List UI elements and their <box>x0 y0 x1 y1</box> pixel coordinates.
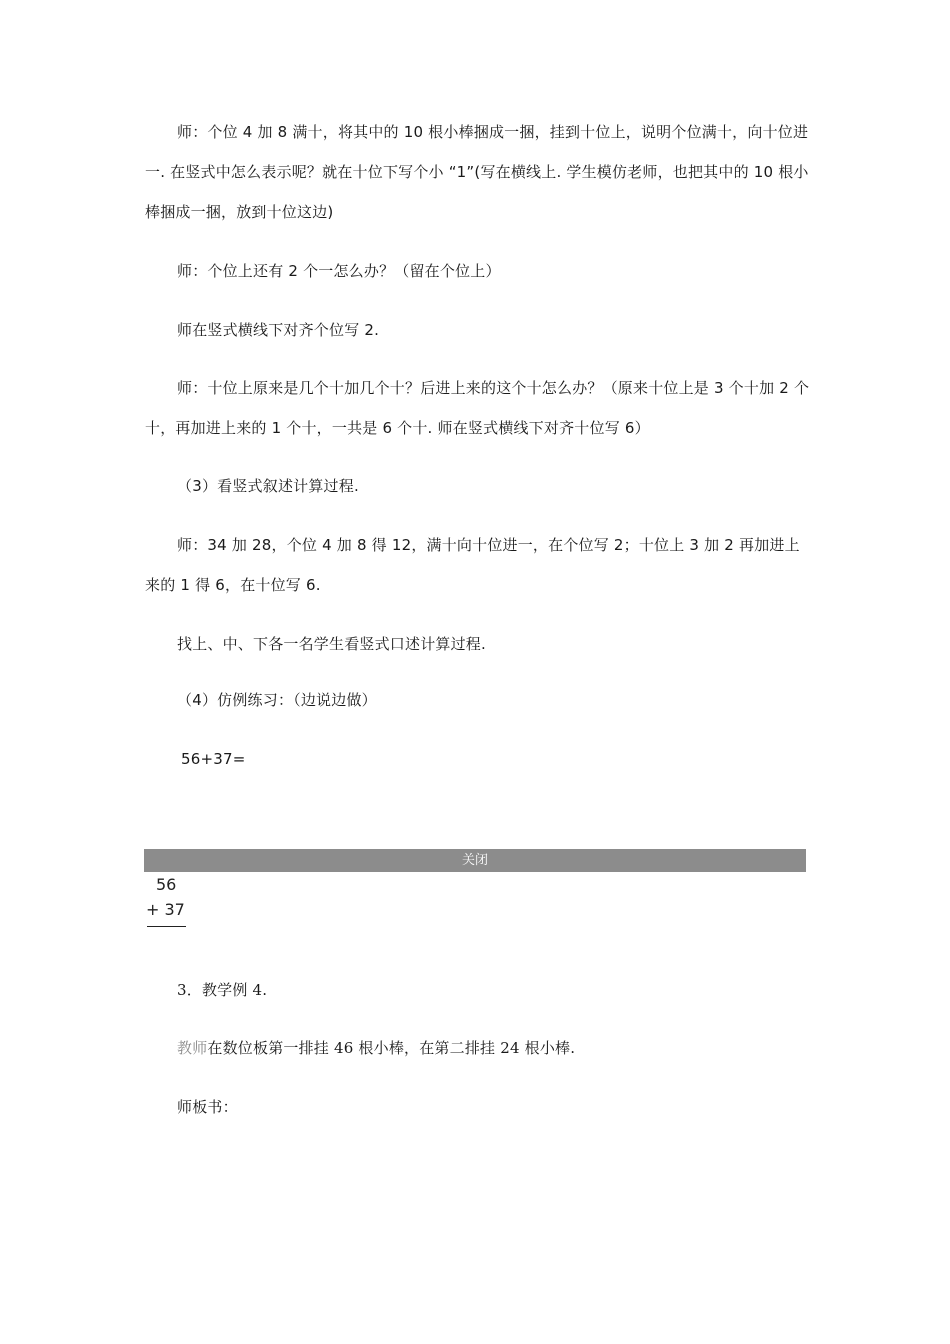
paragraph-ones-remaining: 师：个位上还有 2 个一怎么办？（留在个位上） <box>177 262 501 280</box>
paragraph-step-4: （4）仿例练习：（边说边做） <box>177 691 377 709</box>
vertical-top-number: 56 <box>156 875 177 894</box>
vertical-calculation-image <box>146 872 190 932</box>
paragraph-tens-question: 师：十位上原来是几个十加几个十？后进上来的这个十怎么办？（原来十位上是 3 个十加 2 个十，再加进上来的 1 个十，一共是 6 个十. 师在竖式横线下对齐十位写 6） <box>145 379 810 437</box>
vertical-sum-line <box>147 926 186 927</box>
paragraph-step-3: （3）看竖式叙述计算过程. <box>177 477 359 495</box>
paragraph-example-4: 3．教学例 4. <box>177 981 268 999</box>
board-setup-text: 在数位板第一排挂 46 根小棒，在第二排挂 24 根小棒. <box>207 1039 576 1057</box>
paragraph-carry-explanation: 师：个位 4 加 8 满十，将其中的 10 根小棒捆成一捆，挂到十位上，说明个位满十，向十位进一. 在竖式中怎么表示呢？就在十位下写个小 “1”(写在横线上. 学生模仿老师，也把其中的 10 根小棒捆成一捆，放到十位这边) <box>145 123 809 221</box>
paragraph-write-ones: 师在竖式横线下对齐个位写 2. <box>177 321 380 339</box>
paragraph-board-writing: 师板书： <box>177 1098 238 1116</box>
paragraph-students-narrate: 找上、中、下各一名学生看竖式口述计算过程. <box>177 635 486 653</box>
vertical-bottom-number: + 37 <box>146 900 185 919</box>
close-button[interactable]: 关闭 <box>144 849 806 872</box>
paragraph-narration: 师：34 加 28，个位 4 加 8 得 12，满十向十位进一，在个位写 2；十位上 3 加 2 再加进上来的 1 得 6，在十位写 6. <box>145 536 800 594</box>
teacher-link[interactable]: 教师 <box>177 1039 208 1057</box>
practice-equation: 56+37= <box>181 750 246 768</box>
paragraph-board-setup <box>177 1028 817 1068</box>
